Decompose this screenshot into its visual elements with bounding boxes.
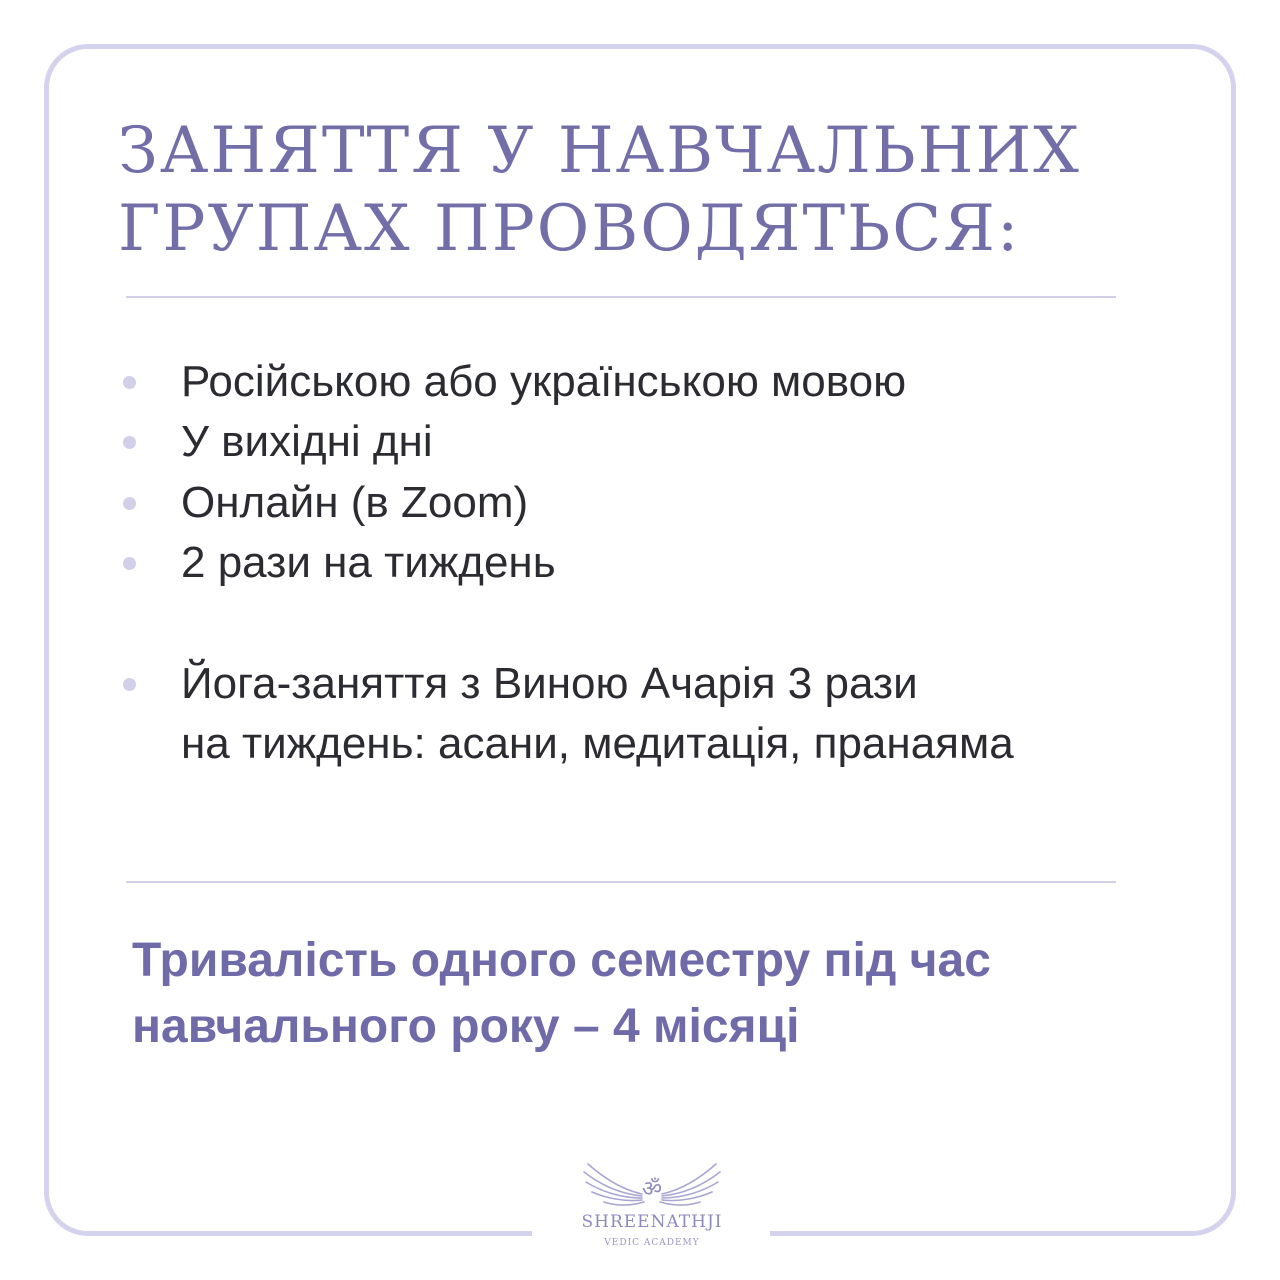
list-item (181, 473, 528, 533)
list-item-text: 2 рази на тиждень (181, 538, 556, 587)
yoga-line-1: Йога-заняття з Виною Ачарія 3 рази (181, 659, 918, 708)
duration-line-2: навчального року – 4 місяці (132, 1000, 800, 1053)
yoga-list-item (181, 654, 1014, 774)
bullet-icon (123, 436, 136, 449)
list-item-text: Онлайн (в Zoom) (181, 478, 529, 527)
yoga-line-2: на тиждень: асани, медитація, пранаяма (181, 719, 1014, 768)
list-item (181, 533, 556, 593)
bullet-icon (123, 678, 136, 691)
list-item-text: Російською або українською мовою (181, 357, 907, 406)
om-wings-icon (572, 1158, 732, 1212)
top-divider (126, 296, 1116, 298)
list-item (181, 352, 906, 412)
duration-line-1: Тривалість одного семестру під час (132, 934, 991, 987)
bullet-icon (123, 557, 136, 570)
brand-subtitle: VEDIC ACADEMY (604, 1238, 700, 1248)
svg-text:ॐ: ॐ (641, 1177, 663, 1202)
title-line-2: ГРУПАХ ПРОВОДЯТЬСЯ: (118, 192, 1021, 266)
list-item-text: У вихідні дні (181, 417, 433, 466)
title-line-1: ЗАНЯТТЯ У НАВЧАЛЬНИХ (118, 114, 1081, 188)
academy-logo (552, 1158, 752, 1258)
semester-duration-text (132, 928, 1132, 1060)
bullet-icon (123, 376, 136, 389)
bottom-divider (126, 881, 1116, 883)
page-title (118, 112, 1138, 268)
brand-name: SHREENATHJI (581, 1212, 723, 1232)
bullet-icon (123, 497, 136, 510)
list-item (181, 412, 433, 472)
